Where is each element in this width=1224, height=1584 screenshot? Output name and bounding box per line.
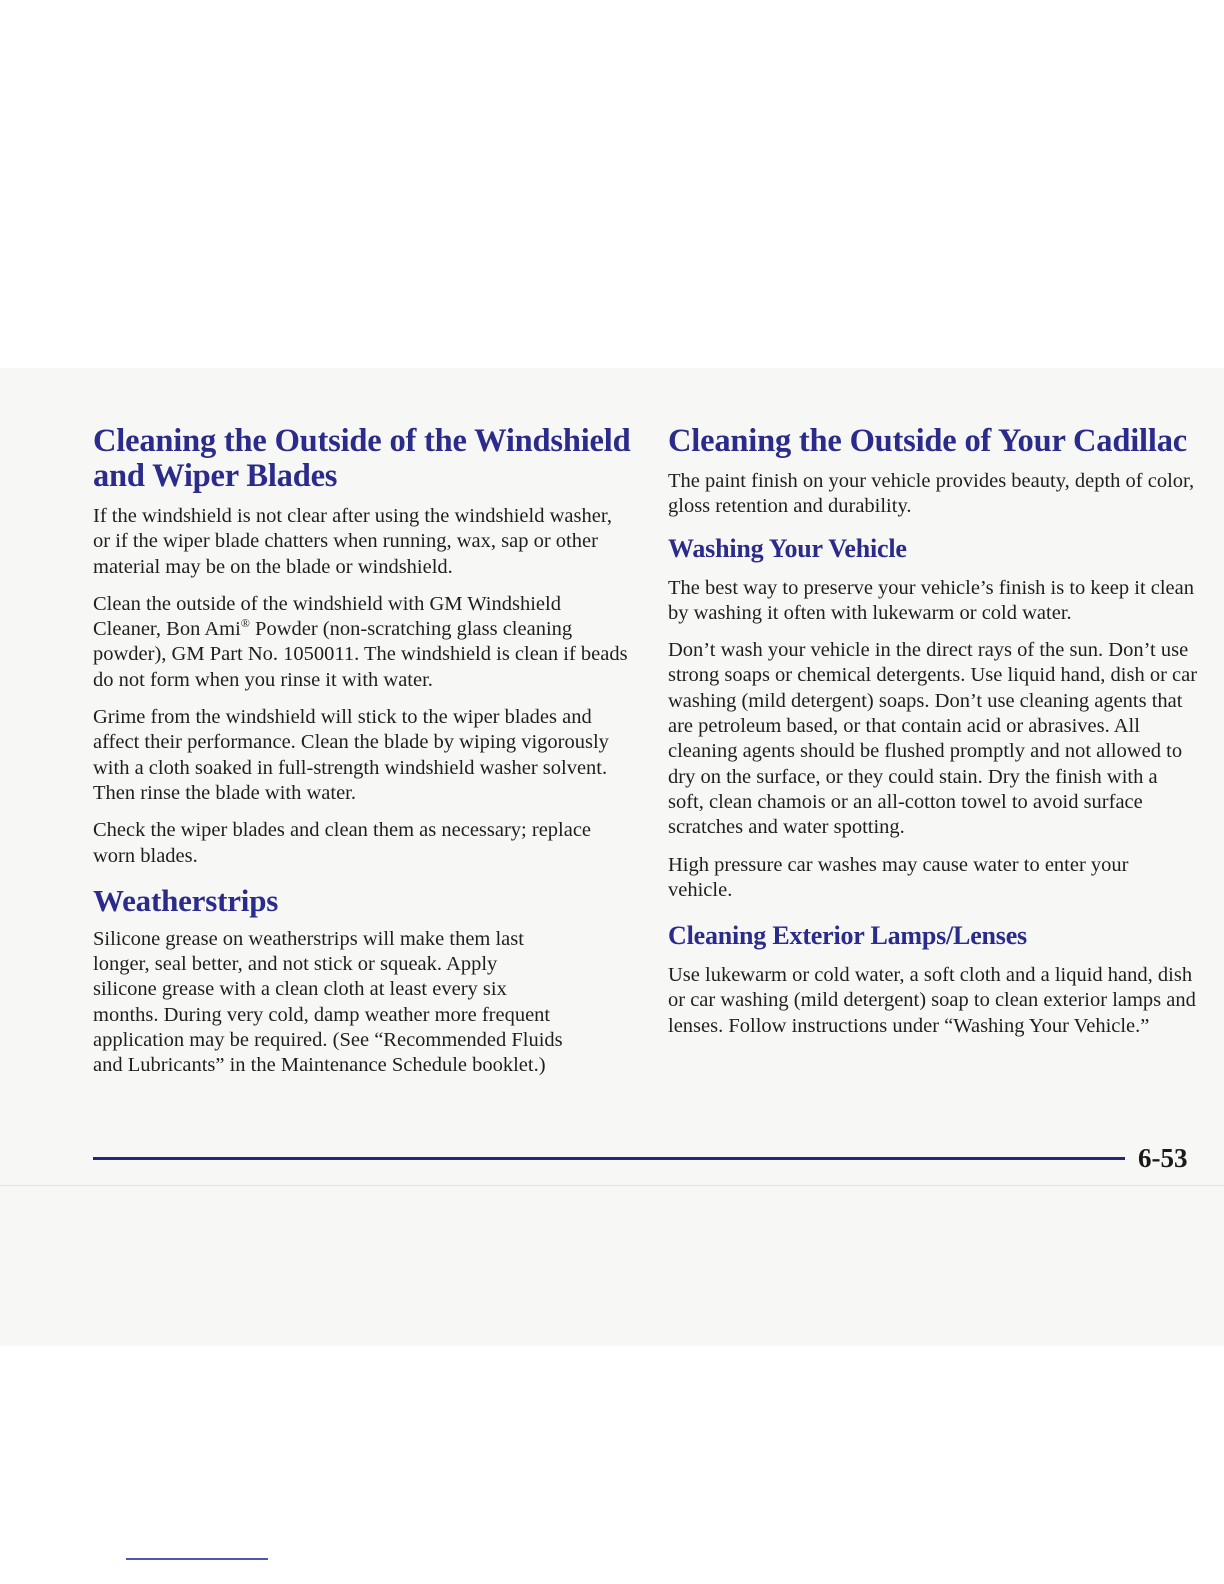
scan-edge-line: [0, 1185, 1224, 1186]
washing-paragraph-1: The best way to preserve your vehicle’s finish is to keep it clean by washing it often with lukewarm or cold water.: [668, 576, 1195, 624]
windshield-paragraph-2: [93, 592, 633, 693]
windshield-heading: Cleaning the Outside of the Windshield and Wiper Blades: [93, 423, 631, 494]
washing-paragraph-2: Don’t wash your vehicle in the direct rays of the sun. Don’t use strong soaps or chemical detergents. Use liquid hand, dish or car washing (mild detergent) soaps. Don’t use cleaning agents that are petroleum based, or that contain acid or abrasives. All cleaning agents should be flushed promptly and not allowed to dry on the surface, or they could stain. Dry the finish with a soft, clean chamois or an all-cotton towel to avoid surface scratches and water spotting.: [668, 639, 1198, 839]
windshield-paragraph-1: If the windshield is not clear after using the windshield washer, or if the wiper blade chatters when running, wax, sap or other material may be on the blade or windshield.: [93, 505, 612, 578]
windshield-paragraph-2-end: Powder (non-scratching glass cleaning powder), GM Part No. 1050011. The windshield is clean if beads do not form when you rinse it with water.: [93, 618, 628, 691]
page-number: 6-53: [1138, 1143, 1188, 1173]
registered-mark: ®: [240, 616, 250, 631]
right-column: [668, 424, 1198, 1051]
left-column: [93, 424, 633, 1091]
footer-rule: [93, 1157, 1125, 1160]
weatherstrips-paragraph: Silicone grease on weatherstrips will make them last longer, seal better, and not stick or squeak. Apply silicone grease with a clean cloth at least every six months. During very cold, damp weather more frequent application may be required. (See “Recommended Fluids and Lubricants” in the Maintenance Schedule booklet.): [93, 927, 563, 1077]
paint-finish-paragraph: The paint finish on your vehicle provides beauty, depth of color, gloss retention and durability.: [668, 470, 1195, 518]
exterior-lamps-heading: Cleaning Exterior Lamps/Lenses: [668, 921, 1027, 951]
windshield-paragraph-3: Grime from the windshield will stick to the wiper blades and affect their performance. Clean the blade by wiping vigorously with a cloth soaked in full-strength windshield washer solvent. Then rinse the blade with water.: [93, 706, 609, 804]
weatherstrips-heading: Weatherstrips: [93, 882, 279, 918]
exterior-lamps-paragraph: Use lukewarm or cold water, a soft cloth and a liquid hand, dish or car washing (mild detergent) soap to clean exterior lamps and lenses. Follow instructions under “Washing Your Vehicle.”: [668, 964, 1196, 1037]
washing-paragraph-3: High pressure car washes may cause water to enter your vehicle.: [668, 853, 1129, 901]
windshield-paragraph-2-start: Clean the outside of the windshield with GM Windshield Cleaner, Bon Ami: [93, 592, 561, 641]
windshield-paragraph-4: Check the wiper blades and clean them as necessary; replace worn blades.: [93, 819, 592, 867]
outside-cadillac-heading: Cleaning the Outside of Your Cadillac: [668, 423, 1187, 459]
washing-vehicle-heading: Washing Your Vehicle: [668, 533, 907, 563]
footnote-line: [126, 1558, 268, 1560]
